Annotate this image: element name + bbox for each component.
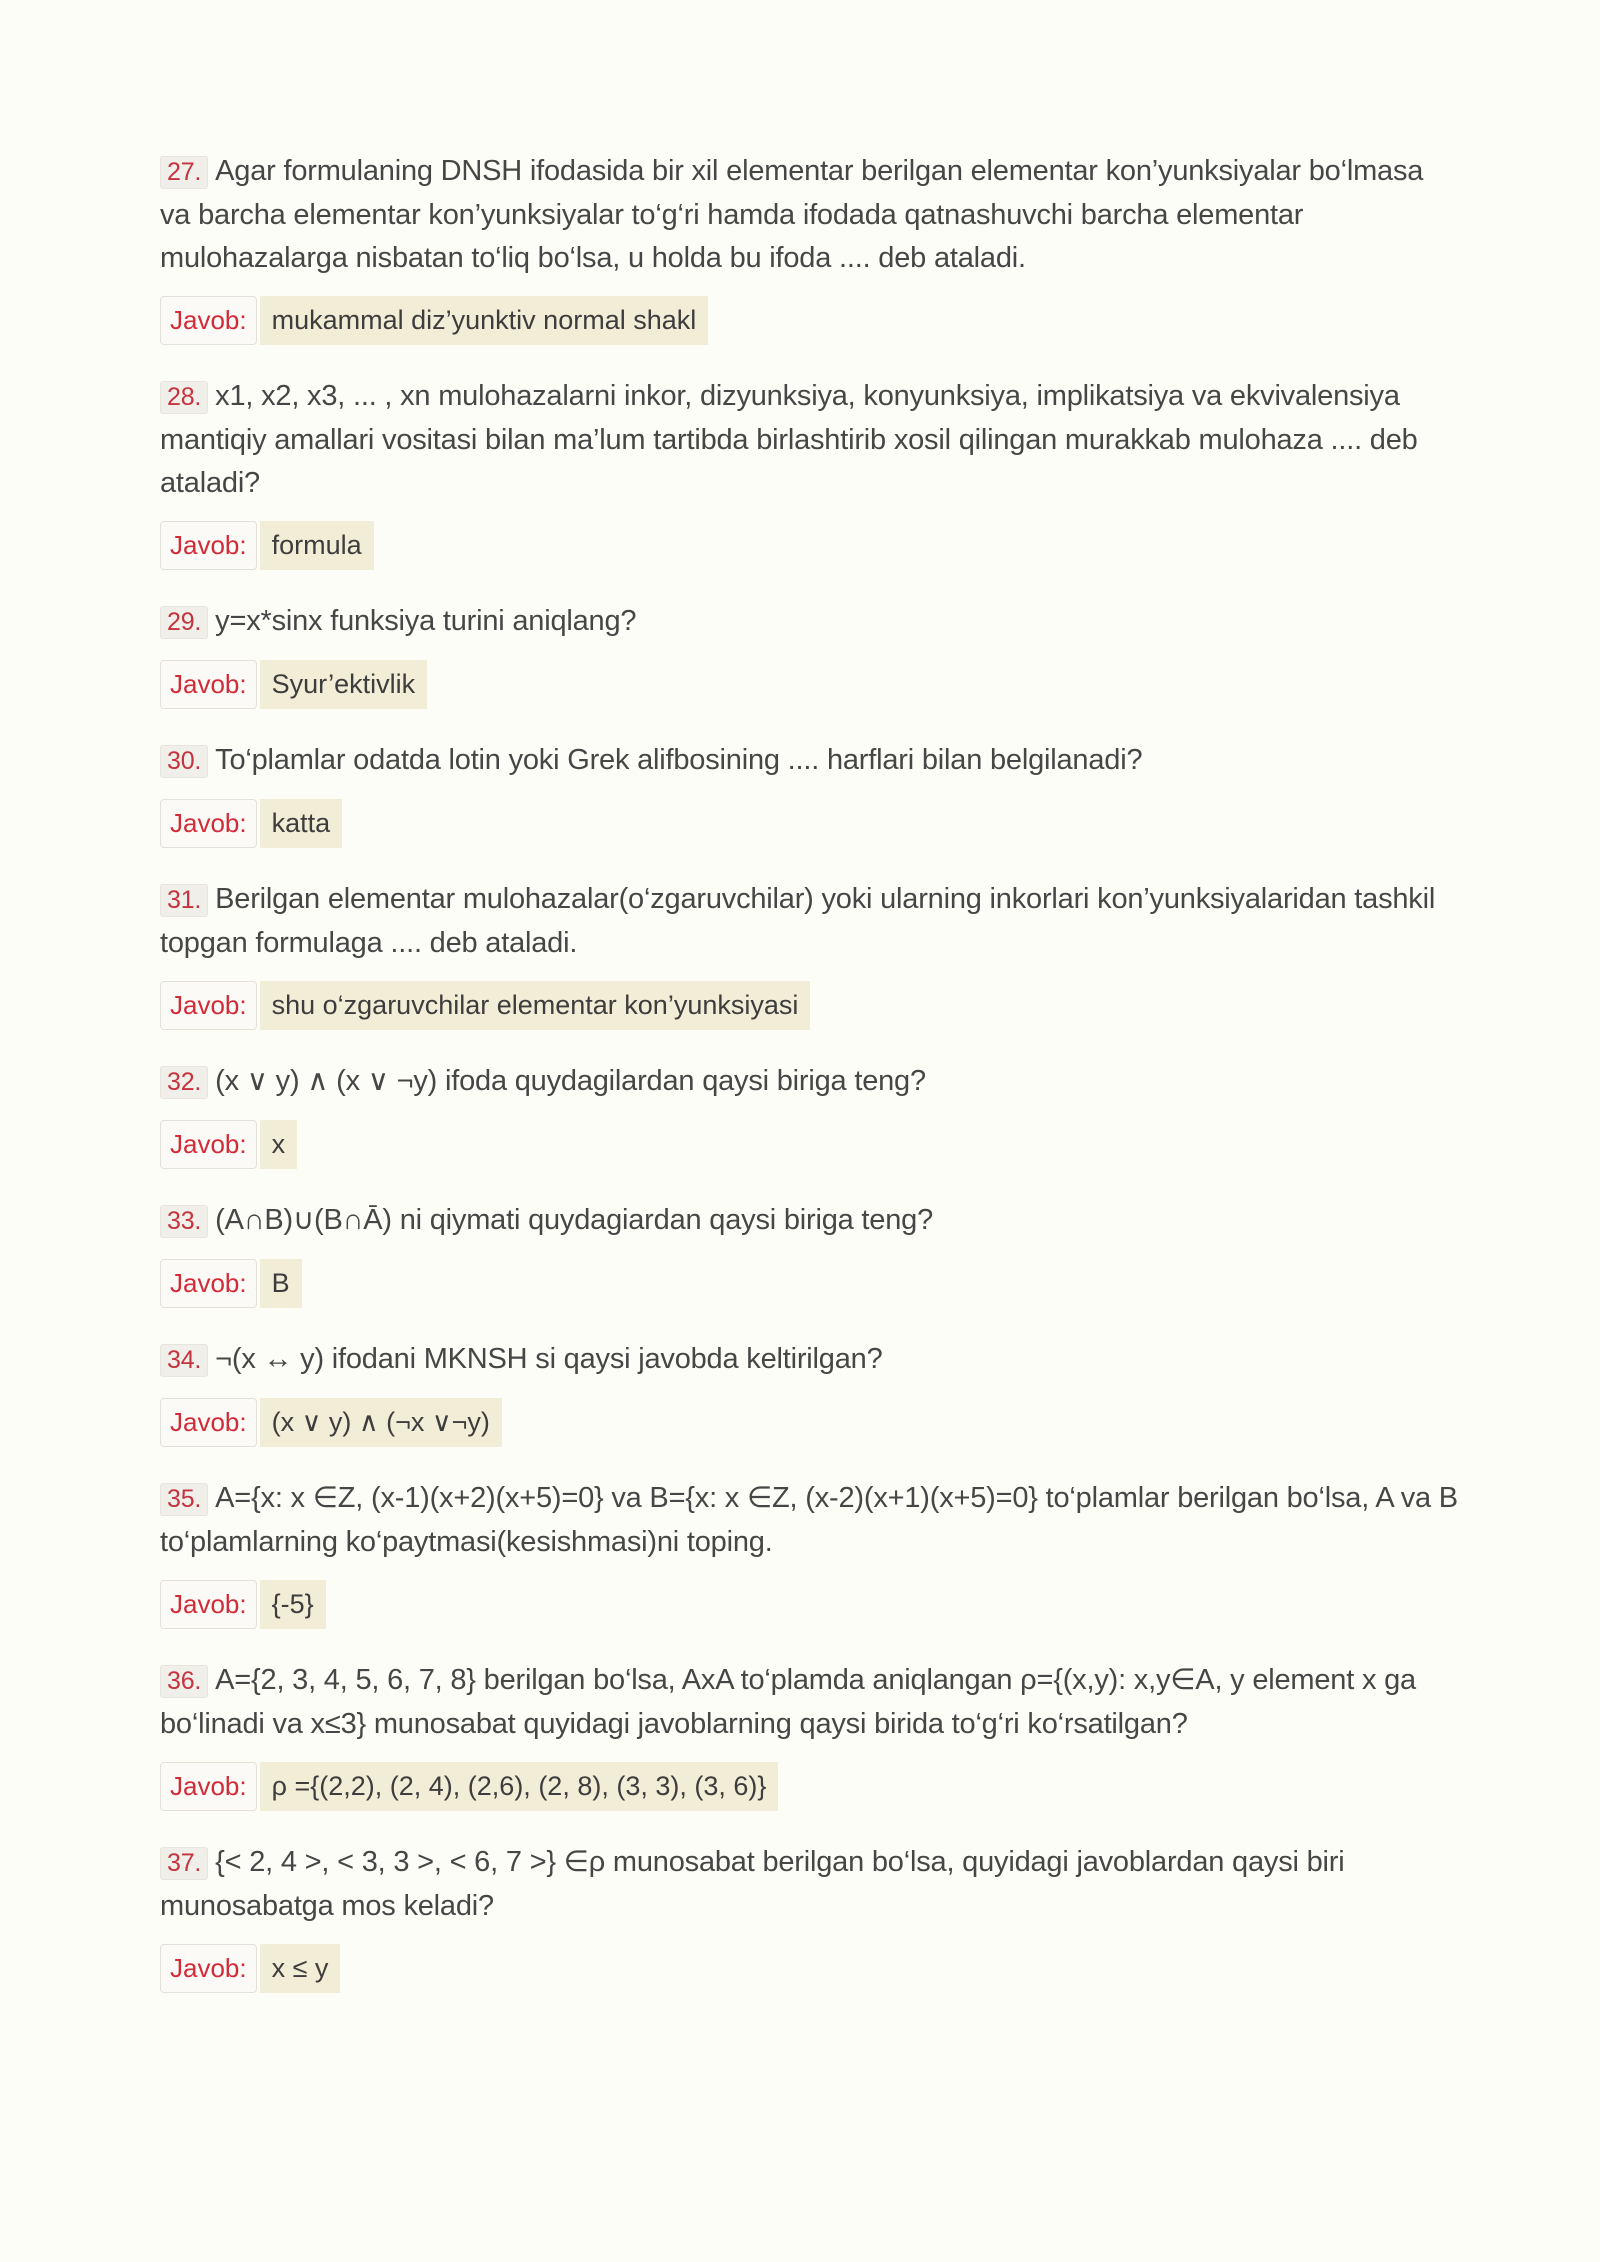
answer-paragraph (160, 660, 1460, 709)
question-paragraph (160, 739, 1460, 783)
question-paragraph (160, 1659, 1460, 1746)
answer-paragraph (160, 799, 1460, 848)
question-number: 28. (160, 381, 208, 414)
question-paragraph (160, 375, 1460, 505)
question-text: Berilgan elementar mulohazalar(o‘zgaruvchilar) yoki ularning inkorlari kon’yunksiyalaridan tashkil topgan formulaga .... deb ataladi. (160, 883, 1436, 959)
qa-block (160, 1199, 1460, 1308)
qa-block (160, 1338, 1460, 1447)
qa-block (160, 1477, 1460, 1629)
answer-text: {-5} (260, 1580, 326, 1629)
qa-block (160, 375, 1460, 570)
answer-paragraph (160, 1259, 1460, 1308)
answer-paragraph (160, 1120, 1460, 1169)
answer-paragraph (160, 1944, 1460, 1993)
answer-text: katta (260, 799, 343, 848)
question-number: 36. (160, 1665, 208, 1698)
answer-label: Javob: (160, 981, 257, 1030)
answer-paragraph (160, 981, 1460, 1030)
answer-label: Javob: (160, 1762, 257, 1811)
answer-label: Javob: (160, 1944, 257, 1993)
answer-text: B (260, 1259, 302, 1308)
answer-label: Javob: (160, 521, 257, 570)
answer-text: ρ ={(2,2), (2, 4), (2,6), (2, 8), (3, 3), (3, 6)} (260, 1762, 779, 1811)
qa-block (160, 150, 1460, 345)
question-number: 27. (160, 156, 208, 189)
question-paragraph (160, 1477, 1460, 1564)
answer-label: Javob: (160, 1580, 257, 1629)
answer-paragraph (160, 1580, 1460, 1629)
question-paragraph (160, 600, 1460, 644)
question-paragraph (160, 1060, 1460, 1104)
answer-text: x ≤ y (260, 1944, 341, 1993)
answer-text: formula (260, 521, 374, 570)
qa-block (160, 1841, 1460, 1993)
answer-text: x (260, 1120, 298, 1169)
question-text: A={x: x ∈Z, (x-1)(x+2)(x+5)=0} va B={x: x ∈Z, (x-2)(x+1)(x+5)=0} to‘plamlar berilgan bo‘lsa, A va B to‘plamlarning ko‘paytmasi(kesishmasi)ni toping. (160, 1482, 1458, 1558)
question-text: (A∩B)∪(B∩Ā) ni qiymati quydagiardan qaysi biriga teng? (215, 1204, 933, 1236)
answer-label: Javob: (160, 1120, 257, 1169)
answer-paragraph (160, 296, 1460, 345)
question-text: Agar formulaning DNSH ifodasida bir xil elementar berilgan elementar kon’yunksiyalar bo‘lmasa va barcha elementar kon’yunksiyalar to‘g‘ri hamda ifodada qatnashuvchi barcha elementar mulohazalarga nisbatan to‘liq bo‘lsa, u holda bu ifoda .... deb ataladi. (160, 155, 1424, 274)
qa-block (160, 739, 1460, 848)
qa-block (160, 1060, 1460, 1169)
answer-text: shu o‘zgaruvchilar elementar kon’yunksiyasi (260, 981, 811, 1030)
question-text: To‘plamlar odatda lotin yoki Grek alifbosining .... harflari bilan belgilanadi? (215, 744, 1143, 776)
answer-text: Syur’ektivlik (260, 660, 428, 709)
answer-paragraph (160, 1398, 1460, 1447)
question-paragraph (160, 1841, 1460, 1928)
question-paragraph (160, 150, 1460, 280)
question-paragraph (160, 1338, 1460, 1382)
answer-label: Javob: (160, 296, 257, 345)
question-number: 31. (160, 884, 208, 917)
question-text: y=x*sinx funksiya turini aniqlang? (215, 605, 637, 637)
answer-label: Javob: (160, 799, 257, 848)
question-text: x1, x2, x3, ... , xn mulohazalarni inkor, dizyunksiya, konyunksiya, implikatsiya va ekvivalensiya mantiqiy amallari vositasi bilan ma’lum tartibda birlashtirib xosil qilingan murakkab mulohaza .... deb ataladi? (160, 380, 1418, 499)
qa-block (160, 600, 1460, 709)
question-number: 33. (160, 1205, 208, 1238)
qa-document (160, 150, 1460, 2023)
answer-paragraph (160, 521, 1460, 570)
answer-label: Javob: (160, 1259, 257, 1308)
question-number: 34. (160, 1344, 208, 1377)
question-paragraph (160, 1199, 1460, 1243)
question-number: 35. (160, 1483, 208, 1516)
question-text: ¬(x ↔ y) ifodani MKNSH si qaysi javobda keltirilgan? (215, 1343, 883, 1375)
answer-label: Javob: (160, 660, 257, 709)
answer-label: Javob: (160, 1398, 257, 1447)
question-text: (x ∨ y) ∧ (x ∨ ¬y) ifoda quydagilardan qaysi biriga teng? (215, 1065, 926, 1097)
answer-text: (x ∨ y) ∧ (¬x ∨¬y) (260, 1398, 502, 1447)
question-number: 30. (160, 745, 208, 778)
question-number: 37. (160, 1847, 208, 1880)
question-paragraph (160, 878, 1460, 965)
question-number: 32. (160, 1066, 208, 1099)
question-number: 29. (160, 606, 208, 639)
answer-paragraph (160, 1762, 1460, 1811)
answer-text: mukammal diz’yunktiv normal shakl (260, 296, 709, 345)
question-text: A={2, 3, 4, 5, 6, 7, 8} berilgan bo‘lsa, AxA to‘plamda aniqlangan ρ={(x,y): x,y∈A, y element x ga bo‘linadi va x≤3} munosabat quyidagi javoblarning qaysi birida to‘g‘ri ko‘rsatilgan? (160, 1664, 1416, 1740)
qa-block (160, 878, 1460, 1030)
question-text: {< 2, 4 >, < 3, 3 >, < 6, 7 >} ∈ρ munosabat berilgan bo‘lsa, quyidagi javoblardan qaysi biri munosabatga mos keladi? (160, 1846, 1345, 1922)
qa-block (160, 1659, 1460, 1811)
